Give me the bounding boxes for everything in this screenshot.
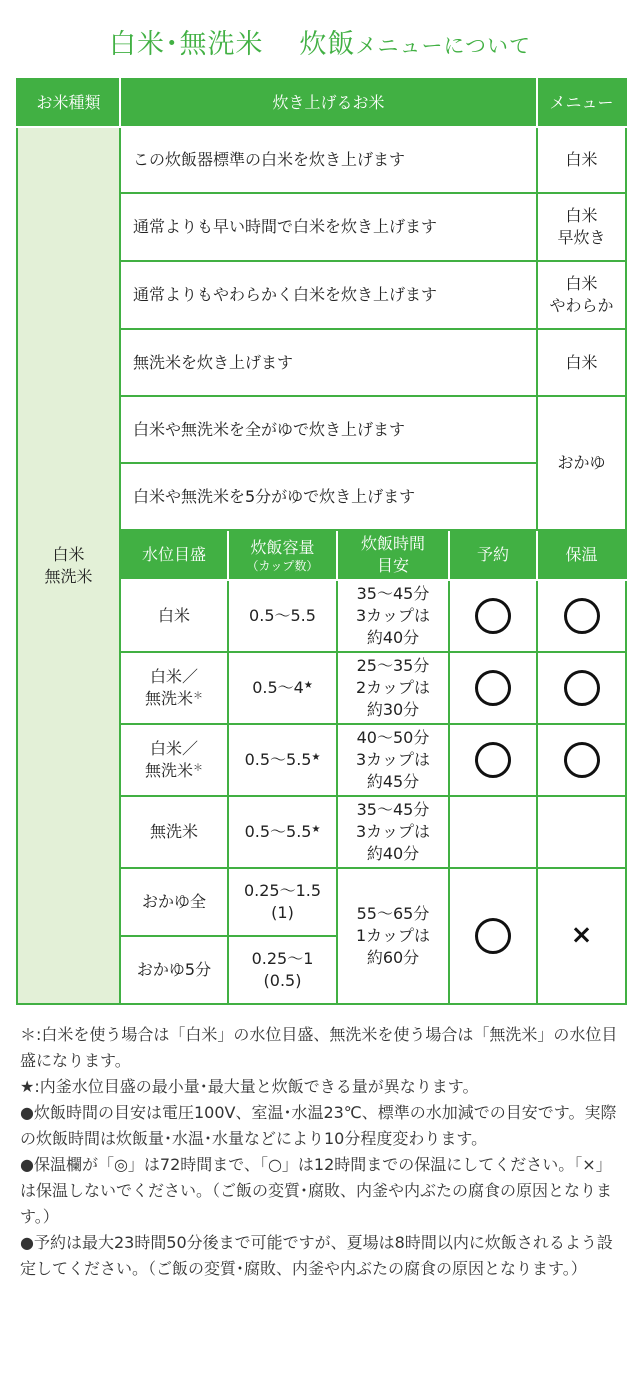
water-level-line bbox=[121, 760, 227, 782]
okayu-reserve-cell bbox=[449, 868, 537, 1004]
circle-icon bbox=[475, 598, 511, 634]
header-capacity-sub: （カップ数） bbox=[246, 558, 319, 573]
capacity-line: 0.25〜1 bbox=[251, 949, 314, 968]
cook-time-line: 約30分 bbox=[366, 700, 420, 719]
capacity-value: 0.5〜4 bbox=[252, 678, 304, 697]
reserve-cell bbox=[449, 580, 537, 652]
circle-icon bbox=[564, 742, 600, 778]
capacity-value: 0.5〜5.5 bbox=[244, 822, 312, 841]
water-level-cell bbox=[120, 652, 228, 724]
menu-line: 白米 bbox=[565, 150, 598, 169]
menu-line: 早炊き bbox=[557, 228, 606, 247]
menu-cell bbox=[537, 193, 626, 261]
cook-time-line: 3カップは bbox=[355, 606, 431, 625]
rice-menu-table bbox=[16, 78, 627, 1005]
menu-line: 白米 bbox=[565, 352, 598, 372]
cook-time-cell bbox=[337, 724, 449, 796]
okayu-keep-warm-cell bbox=[537, 868, 626, 1004]
cook-time-line: 約40分 bbox=[366, 628, 420, 647]
header-cooked-rice: 炊き上げるお米 bbox=[120, 79, 537, 127]
rice-type-cell bbox=[17, 127, 120, 1004]
note-item: ●保温欄が「◎」は72時間まで、「○」は12時間までの保温にしてください。「×」は保温しないでください。（ご飯の変質･腐敗、内釜や内ぶたの腐食の原因となります。） bbox=[20, 1155, 613, 1226]
water-level-line: おかゆ全 bbox=[141, 892, 206, 911]
note-item: ●予約は最大23時間50分後まで可能ですが、夏場は8時間以内に炊飯されるよう設定してください。（ご飯の変質･腐敗、内釜や内ぶたの腐食の原因となります。） bbox=[20, 1233, 613, 1278]
circle-icon bbox=[475, 918, 511, 954]
circle-icon bbox=[475, 670, 511, 706]
water-level-line: 白米／ bbox=[149, 739, 198, 758]
keep-warm-cell bbox=[537, 724, 626, 796]
title-main: 白米･無洗米 bbox=[108, 29, 264, 60]
header-cook-time bbox=[337, 530, 449, 580]
note-item: ●炊飯時間の目安は電圧100V、室温･水温23℃、標準の水加減での目安です。実際の炊飯時間は炊飯量･水温･水量などにより10分程度変わります。 bbox=[20, 1103, 617, 1148]
menu-description: 白米や無洗米を5分がゆで炊き上げます bbox=[120, 463, 537, 530]
water-level-line: おかゆ5分 bbox=[136, 960, 212, 979]
cook-time-line: 25〜35分 bbox=[356, 656, 430, 675]
cook-time-cell bbox=[337, 652, 449, 724]
water-level-cell bbox=[120, 580, 228, 652]
water-level-line: 白米 bbox=[157, 606, 190, 625]
water-level-text: 無洗米 bbox=[144, 761, 193, 780]
keep-warm-cell bbox=[537, 796, 626, 868]
keep-warm-cell bbox=[537, 652, 626, 724]
cook-time-line: 2カップは bbox=[355, 678, 431, 697]
title-sub-kana: メニューについて bbox=[355, 34, 532, 58]
water-level-cell bbox=[120, 868, 228, 936]
header-menu: メニュー bbox=[537, 79, 626, 127]
cross-icon: × bbox=[570, 919, 593, 950]
header-capacity-label: 炊飯容量 bbox=[250, 537, 315, 557]
rice-type-line: 白米 bbox=[52, 544, 85, 564]
okayu-menu-cell: おかゆ bbox=[537, 396, 626, 530]
water-level-line: 無洗米 bbox=[149, 822, 198, 841]
asterisk-mark: ＊ bbox=[193, 763, 203, 774]
menu-line: 白米 bbox=[565, 274, 598, 293]
note-item: ＊:白米を使う場合は「白米」の水位目盛、無洗米を使う場合は「無洗米」の水位目盛になります。 bbox=[20, 1025, 618, 1070]
menu-cell bbox=[537, 261, 626, 329]
cook-time-line: 約40分 bbox=[366, 844, 420, 863]
menu-line: 白米 bbox=[565, 206, 598, 225]
cook-time-line: 40〜50分 bbox=[356, 728, 430, 747]
menu-line: やわらか bbox=[549, 296, 614, 315]
header-reserve: 予約 bbox=[449, 530, 537, 580]
circle-icon bbox=[564, 598, 600, 634]
header-capacity bbox=[228, 530, 337, 580]
header-keep-warm: 保温 bbox=[537, 530, 626, 580]
capacity-cell bbox=[228, 652, 337, 724]
asterisk-mark: ＊ bbox=[193, 691, 203, 702]
rice-type-line: 無洗米 bbox=[44, 566, 93, 586]
cook-time-line: 35〜45分 bbox=[356, 584, 430, 603]
capacity-cell bbox=[228, 868, 337, 936]
star-mark: ★ bbox=[311, 752, 321, 763]
page-title bbox=[0, 22, 640, 61]
reserve-cell bbox=[449, 724, 537, 796]
cook-time-line: 約45分 bbox=[366, 772, 420, 791]
okayu-cook-time-cell bbox=[337, 868, 449, 1004]
header-cook-time-line: 炊飯時間 bbox=[360, 534, 425, 553]
reserve-cell bbox=[449, 796, 537, 868]
cook-time-line: 3カップは bbox=[355, 750, 431, 769]
header-water-level: 水位目盛 bbox=[120, 530, 228, 580]
cook-time-line: 55〜65分 bbox=[356, 904, 430, 923]
capacity-value: 0.5〜5.5 bbox=[249, 606, 316, 625]
water-level-text: 無洗米 bbox=[144, 689, 193, 708]
water-level-cell bbox=[120, 724, 228, 796]
menu-description: 通常よりも早い時間で白米を炊き上げます bbox=[120, 193, 537, 261]
capacity-cell bbox=[228, 796, 337, 868]
water-level-cell bbox=[120, 796, 228, 868]
water-level-line: 白米／ bbox=[149, 667, 198, 686]
notes bbox=[20, 1022, 624, 1282]
title-sub-kanji: 炊飯 bbox=[299, 29, 356, 60]
water-level-cell bbox=[120, 936, 228, 1004]
capacity-cell bbox=[228, 724, 337, 796]
cook-time-cell bbox=[337, 796, 449, 868]
cook-time-line: 35〜45分 bbox=[356, 800, 430, 819]
menu-description: 通常よりもやわらかく白米を炊き上げます bbox=[120, 261, 537, 329]
capacity-line: (0.5) bbox=[263, 971, 302, 990]
menu-description: 白米や無洗米を全がゆで炊き上げます bbox=[120, 396, 537, 463]
header-cook-time-line: 目安 bbox=[376, 556, 409, 575]
menu-description: この炊飯器標準の白米を炊き上げます bbox=[120, 127, 537, 193]
cook-time-line: 3カップは bbox=[355, 822, 431, 841]
star-mark: ★ bbox=[311, 824, 321, 835]
cook-time-cell bbox=[337, 580, 449, 652]
note-item: ★:内釜水位目盛の最小量･最大量と炊飯できる量が異なります。 bbox=[20, 1077, 479, 1096]
menu-cell bbox=[537, 127, 626, 193]
circle-icon bbox=[475, 742, 511, 778]
capacity-line: 0.25〜1.5 bbox=[243, 881, 322, 900]
capacity-value: 0.5〜5.5 bbox=[244, 750, 312, 769]
capacity-cell bbox=[228, 936, 337, 1004]
star-mark: ★ bbox=[303, 680, 313, 691]
cook-time-line: 約60分 bbox=[366, 948, 420, 967]
capacity-line: (1) bbox=[271, 903, 294, 922]
menu-cell bbox=[537, 329, 626, 396]
keep-warm-cell bbox=[537, 580, 626, 652]
menu-description: 無洗米を炊き上げます bbox=[120, 329, 537, 396]
capacity-cell bbox=[228, 580, 337, 652]
cook-time-line: 1カップは bbox=[355, 926, 431, 945]
header-rice-type: お米種類 bbox=[17, 79, 120, 127]
water-level-line bbox=[121, 688, 227, 710]
reserve-cell bbox=[449, 652, 537, 724]
circle-icon bbox=[564, 670, 600, 706]
